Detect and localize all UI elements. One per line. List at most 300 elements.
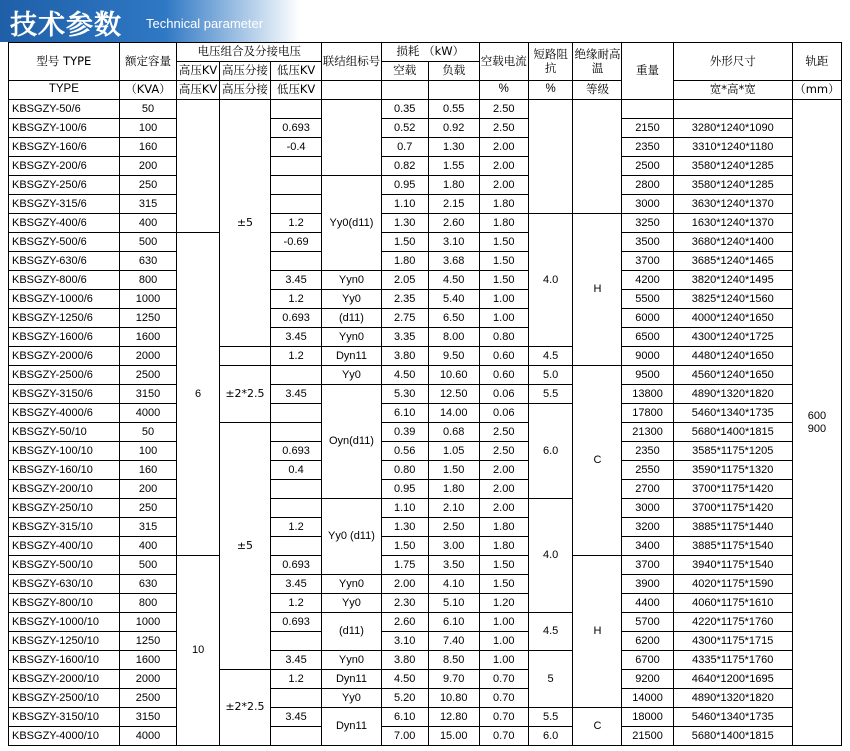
cell-lv: 0.693 <box>271 119 322 138</box>
cell-lv <box>271 480 322 499</box>
cell-loss-noload: 1.30 <box>381 214 428 233</box>
cell-dimension: 3630*1240*1370 <box>673 195 792 214</box>
cell-loss-load: 1.50 <box>428 461 479 480</box>
cell-connection: Yyn0 <box>322 328 382 347</box>
table-row <box>9 195 842 214</box>
cell-weight: 9000 <box>622 347 673 366</box>
cell-noload-current: 2.00 <box>479 157 528 176</box>
cell-loss-noload: 0.80 <box>381 461 428 480</box>
cell-impedance: 5.5 <box>528 385 573 404</box>
table-row <box>9 252 842 271</box>
cell-type: KBSGZY-630/6 <box>9 252 120 271</box>
cell-dimension: 3940*1175*1540 <box>673 556 792 575</box>
cell-loss-noload: 5.20 <box>381 689 428 708</box>
cell-capacity: 1000 <box>119 613 177 632</box>
cell-loss-noload: 1.75 <box>381 556 428 575</box>
cell-dimension: 3885*1175*1440 <box>673 518 792 537</box>
cell-noload-current: 0.80 <box>479 328 528 347</box>
cell-loss-load: 1.05 <box>428 442 479 461</box>
cell-dimension: 4335*1175*1760 <box>673 651 792 670</box>
cell-weight: 3500 <box>622 233 673 252</box>
cell-capacity: 4000 <box>119 727 177 746</box>
header-connection: 联结组标号 <box>322 43 382 81</box>
cell-dimension: 3680*1240*1400 <box>673 233 792 252</box>
header-type-sub: TYPE <box>9 81 120 100</box>
cell-lv: 1.2 <box>271 347 322 366</box>
cell-dimension: 3820*1240*1495 <box>673 271 792 290</box>
cell-loss-load: 3.00 <box>428 537 479 556</box>
cell-weight: 21300 <box>622 423 673 442</box>
cell-type: KBSGZY-800/10 <box>9 594 120 613</box>
table-row <box>9 385 842 404</box>
table-row <box>9 575 842 594</box>
cell-type: KBSGZY-250/10 <box>9 499 120 518</box>
cell-capacity: 250 <box>119 499 177 518</box>
cell-connection: Yy0 <box>322 689 382 708</box>
cell-dimension: 3310*1240*1180 <box>673 138 792 157</box>
header-capacity-unit: （KVA） <box>119 81 177 100</box>
header-gauge: 轨距 <box>792 43 841 81</box>
table-row <box>9 214 842 233</box>
cell-loss-load: 3.10 <box>428 233 479 252</box>
cell-noload-current: 2.50 <box>479 100 528 119</box>
cell-weight: 4200 <box>622 271 673 290</box>
cell-loss-load: 0.68 <box>428 423 479 442</box>
cell-noload-current: 1.20 <box>479 594 528 613</box>
cell-capacity: 800 <box>119 594 177 613</box>
page-banner <box>0 0 850 42</box>
cell-loss-load: 8.00 <box>428 328 479 347</box>
cell-loss-noload: 6.10 <box>381 708 428 727</box>
cell-capacity: 2500 <box>119 689 177 708</box>
cell-dimension: 3700*1175*1420 <box>673 480 792 499</box>
cell-weight: 2350 <box>622 138 673 157</box>
cell-type: KBSGZY-1600/6 <box>9 328 120 347</box>
cell-connection: Oyn(d11) <box>322 385 382 499</box>
cell-weight: 3250 <box>622 214 673 233</box>
cell-noload-current: 1.00 <box>479 613 528 632</box>
cell-weight: 14000 <box>622 689 673 708</box>
cell-impedance: 6.0 <box>528 727 573 746</box>
cell-loss-load: 2.60 <box>428 214 479 233</box>
cell-weight: 3000 <box>622 499 673 518</box>
cell-loss-load: 12.50 <box>428 385 479 404</box>
cell-weight: 17800 <box>622 404 673 423</box>
cell-noload-current: 0.70 <box>479 727 528 746</box>
cell-loss-load: 15.00 <box>428 727 479 746</box>
table-row <box>9 708 842 727</box>
cell-tap: ±2*2.5 <box>219 366 270 423</box>
cell-noload-current: 0.60 <box>479 347 528 366</box>
cell-weight: 6500 <box>622 328 673 347</box>
cell-noload-current: 1.00 <box>479 632 528 651</box>
cell-loss-noload: 3.35 <box>381 328 428 347</box>
cell-loss-noload: 0.82 <box>381 157 428 176</box>
cell-weight: 3700 <box>622 252 673 271</box>
cell-noload-current: 2.00 <box>479 480 528 499</box>
cell-weight: 2700 <box>622 480 673 499</box>
table-body <box>9 100 842 746</box>
header-gauge-unit: （mm） <box>792 81 841 100</box>
cell-type: KBSGZY-1250/6 <box>9 309 120 328</box>
cell-type: KBSGZY-3150/10 <box>9 708 120 727</box>
cell-noload-current: 1.80 <box>479 195 528 214</box>
header-loss-load: 负载 <box>428 62 479 81</box>
cell-weight: 2350 <box>622 442 673 461</box>
header-impedance-unit: % <box>528 81 573 100</box>
cell-dimension: 1630*1240*1370 <box>673 214 792 233</box>
cell-loss-noload: 0.95 <box>381 480 428 499</box>
cell-capacity: 3150 <box>119 385 177 404</box>
cell-type: KBSGZY-800/6 <box>9 271 120 290</box>
cell-weight: 2550 <box>622 461 673 480</box>
header-tap: 高压分接 <box>219 62 270 81</box>
cell-lv: 0.693 <box>271 309 322 328</box>
cell-dimension: 3280*1240*1090 <box>673 119 792 138</box>
cell-weight: 2150 <box>622 119 673 138</box>
cell-insulation: C <box>573 366 622 556</box>
cell-capacity: 1250 <box>119 309 177 328</box>
header-insulation: 绝缘耐高温 <box>573 43 622 81</box>
cell-type: KBSGZY-315/6 <box>9 195 120 214</box>
cell-dimension: 3825*1240*1560 <box>673 290 792 309</box>
cell-loss-noload: 3.80 <box>381 651 428 670</box>
header-impedance: 短路阻抗 <box>528 43 573 81</box>
cell-dimension: 3580*1240*1285 <box>673 157 792 176</box>
cell-noload-current: 2.00 <box>479 138 528 157</box>
cell-noload-current: 0.60 <box>479 366 528 385</box>
cell-capacity: 1600 <box>119 328 177 347</box>
cell-type: KBSGZY-4000/10 <box>9 727 120 746</box>
cell-noload-current: 1.80 <box>479 518 528 537</box>
cell-impedance: 4.5 <box>528 613 573 651</box>
cell-hv: 10 <box>177 556 220 746</box>
cell-noload-current: 2.50 <box>479 442 528 461</box>
cell-type: KBSGZY-315/10 <box>9 518 120 537</box>
cell-weight: 3700 <box>622 556 673 575</box>
cell-dimension: 4890*1320*1820 <box>673 385 792 404</box>
cell-lv: 3.45 <box>271 708 322 727</box>
cell-dimension: 3590*1175*1320 <box>673 461 792 480</box>
cell-dimension: 3885*1175*1540 <box>673 537 792 556</box>
table-row <box>9 442 842 461</box>
cell-weight: 21500 <box>622 727 673 746</box>
cell-tap: ±2*2.5 <box>219 670 270 746</box>
cell-type: KBSGZY-4000/6 <box>9 404 120 423</box>
cell-capacity: 100 <box>119 119 177 138</box>
table-row <box>9 537 842 556</box>
cell-capacity: 500 <box>119 233 177 252</box>
table-row <box>9 556 842 575</box>
cell-loss-noload: 1.10 <box>381 195 428 214</box>
cell-lv: 3.45 <box>271 651 322 670</box>
cell-noload-current: 1.80 <box>479 214 528 233</box>
cell-lv <box>271 252 322 271</box>
cell-loss-load: 10.80 <box>428 689 479 708</box>
table-row <box>9 309 842 328</box>
cell-dimension: 4220*1175*1760 <box>673 613 792 632</box>
cell-dimension: 5460*1340*1735 <box>673 708 792 727</box>
header-loss-noload: 空载 <box>381 62 428 81</box>
cell-connection: (d11) <box>322 309 382 328</box>
cell-weight: 3400 <box>622 537 673 556</box>
cell-weight: 2500 <box>622 157 673 176</box>
cell-capacity: 4000 <box>119 404 177 423</box>
header-voltage-group: 电压组合及分接电压 <box>177 43 322 62</box>
cell-noload-current: 1.50 <box>479 233 528 252</box>
cell-type: KBSGZY-500/6 <box>9 233 120 252</box>
cell-lv: 1.2 <box>271 290 322 309</box>
cell-connection: Yy0 <box>322 366 382 385</box>
header-lv: 低压KV <box>271 62 322 81</box>
cell-loss-noload: 0.52 <box>381 119 428 138</box>
cell-noload-current: 1.00 <box>479 651 528 670</box>
cell-loss-load: 9.70 <box>428 670 479 689</box>
cell-loss-noload: 1.10 <box>381 499 428 518</box>
cell-type: KBSGZY-200/6 <box>9 157 120 176</box>
cell-impedance: 4.0 <box>528 214 573 347</box>
cell-loss-load: 4.50 <box>428 271 479 290</box>
cell-loss-noload: 1.80 <box>381 252 428 271</box>
cell-dimension: 5680*1400*1815 <box>673 423 792 442</box>
cell-capacity: 250 <box>119 176 177 195</box>
cell-capacity: 100 <box>119 442 177 461</box>
cell-type: KBSGZY-2500/6 <box>9 366 120 385</box>
cell-type: KBSGZY-2000/6 <box>9 347 120 366</box>
cell-capacity: 50 <box>119 423 177 442</box>
cell-noload-current: 1.50 <box>479 575 528 594</box>
header-tap-sub: 高压分接 <box>219 81 270 100</box>
header-weight: 重量 <box>622 43 673 100</box>
cell-dimension: 3585*1175*1205 <box>673 442 792 461</box>
cell-lv <box>271 404 322 423</box>
cell-loss-noload: 2.60 <box>381 613 428 632</box>
cell-noload-current: 0.06 <box>479 404 528 423</box>
cell-capacity: 160 <box>119 138 177 157</box>
cell-lv <box>271 632 322 651</box>
cell-loss-noload: 1.50 <box>381 537 428 556</box>
cell-type: KBSGZY-500/10 <box>9 556 120 575</box>
cell-capacity: 2000 <box>119 670 177 689</box>
cell-capacity: 500 <box>119 556 177 575</box>
header-insulation-unit: 等级 <box>573 81 622 100</box>
table-row <box>9 727 842 746</box>
cell-loss-load: 1.55 <box>428 157 479 176</box>
cell-loss-noload: 2.30 <box>381 594 428 613</box>
cell-noload-current: 1.50 <box>479 556 528 575</box>
header-type: 型号 TYPE <box>9 43 120 81</box>
cell-loss-noload: 0.39 <box>381 423 428 442</box>
cell-weight: 9200 <box>622 670 673 689</box>
cell-type: KBSGZY-250/6 <box>9 176 120 195</box>
cell-lv <box>271 366 322 385</box>
cell-loss-load: 5.10 <box>428 594 479 613</box>
cell-dimension: 5460*1340*1735 <box>673 404 792 423</box>
cell-connection: Yyn0 <box>322 271 382 290</box>
cell-dimension: 5680*1400*1815 <box>673 727 792 746</box>
technical-parameter-table <box>8 42 842 746</box>
cell-noload-current: 0.06 <box>479 385 528 404</box>
cell-type: KBSGZY-100/10 <box>9 442 120 461</box>
cell-noload-current: 1.50 <box>479 252 528 271</box>
cell-noload-current: 2.00 <box>479 461 528 480</box>
cell-hv <box>177 100 220 233</box>
header-lv-sub: 低压KV <box>271 81 322 100</box>
cell-lv: 0.4 <box>271 461 322 480</box>
cell-insulation <box>573 100 622 214</box>
header-loss-load-sub <box>428 81 479 100</box>
banner-title-en: Technical parameter <box>146 16 264 31</box>
cell-type: KBSGZY-1000/6 <box>9 290 120 309</box>
cell-lv <box>271 157 322 176</box>
cell-weight: 3200 <box>622 518 673 537</box>
header-noload-current: 空载电流 <box>479 43 528 81</box>
cell-loss-load: 3.50 <box>428 556 479 575</box>
cell-lv: 1.2 <box>271 670 322 689</box>
cell-impedance: 6.0 <box>528 404 573 499</box>
cell-loss-noload: 2.75 <box>381 309 428 328</box>
cell-loss-noload: 4.50 <box>381 670 428 689</box>
cell-loss-noload: 0.95 <box>381 176 428 195</box>
cell-tap <box>219 347 270 366</box>
header-row-1 <box>9 43 842 62</box>
cell-loss-load: 5.40 <box>428 290 479 309</box>
cell-type: KBSGZY-200/10 <box>9 480 120 499</box>
cell-lv: 0.693 <box>271 442 322 461</box>
table-row <box>9 689 842 708</box>
cell-type: KBSGZY-400/6 <box>9 214 120 233</box>
cell-type: KBSGZY-2000/10 <box>9 670 120 689</box>
cell-connection: Yy0(d11) <box>322 176 382 271</box>
cell-connection: (d11) <box>322 613 382 651</box>
cell-loss-load: 1.80 <box>428 176 479 195</box>
cell-lv: 0.693 <box>271 556 322 575</box>
cell-capacity: 315 <box>119 195 177 214</box>
cell-capacity: 2000 <box>119 347 177 366</box>
table-row <box>9 157 842 176</box>
cell-lv <box>271 689 322 708</box>
cell-lv <box>271 423 322 442</box>
cell-weight: 13800 <box>622 385 673 404</box>
cell-impedance: 4.5 <box>528 347 573 366</box>
header-noload-current-unit: % <box>479 81 528 100</box>
cell-weight: 6700 <box>622 651 673 670</box>
cell-gauge: 600 900 <box>792 100 841 746</box>
cell-capacity: 630 <box>119 252 177 271</box>
table-row <box>9 594 842 613</box>
cell-noload-current: 2.50 <box>479 423 528 442</box>
cell-weight: 2800 <box>622 176 673 195</box>
cell-connection: Yyn0 <box>322 651 382 670</box>
cell-loss-load: 8.50 <box>428 651 479 670</box>
cell-capacity: 2500 <box>119 366 177 385</box>
cell-connection: Yyn0 <box>322 575 382 594</box>
cell-capacity: 1000 <box>119 290 177 309</box>
cell-insulation: C <box>573 708 622 746</box>
table-row <box>9 100 842 119</box>
cell-lv: -0.69 <box>271 233 322 252</box>
table-row <box>9 480 842 499</box>
cell-impedance: 5 <box>528 651 573 708</box>
cell-loss-noload: 0.7 <box>381 138 428 157</box>
cell-noload-current: 2.00 <box>479 176 528 195</box>
cell-weight: 3900 <box>622 575 673 594</box>
table-row <box>9 119 842 138</box>
cell-type: KBSGZY-160/6 <box>9 138 120 157</box>
cell-lv <box>271 499 322 518</box>
header-connection-sub <box>322 81 382 100</box>
cell-type: KBSGZY-100/6 <box>9 119 120 138</box>
cell-loss-noload: 0.35 <box>381 100 428 119</box>
table-row <box>9 518 842 537</box>
cell-capacity: 630 <box>119 575 177 594</box>
cell-type: KBSGZY-630/10 <box>9 575 120 594</box>
table-row <box>9 632 842 651</box>
cell-loss-load: 10.60 <box>428 366 479 385</box>
cell-lv <box>271 537 322 556</box>
table-row <box>9 233 842 252</box>
cell-dimension <box>673 100 792 119</box>
cell-dimension: 4300*1175*1715 <box>673 632 792 651</box>
cell-insulation: H <box>573 556 622 708</box>
cell-noload-current: 1.00 <box>479 309 528 328</box>
cell-lv <box>271 100 322 119</box>
cell-capacity: 3150 <box>119 708 177 727</box>
cell-type: KBSGZY-3150/6 <box>9 385 120 404</box>
banner-title-cn: 技术参数 <box>10 10 122 41</box>
cell-loss-noload: 1.30 <box>381 518 428 537</box>
table-header <box>9 43 842 100</box>
cell-loss-load: 12.80 <box>428 708 479 727</box>
cell-weight: 5700 <box>622 613 673 632</box>
header-row-3 <box>9 81 842 100</box>
cell-type: KBSGZY-160/10 <box>9 461 120 480</box>
cell-loss-noload: 1.50 <box>381 233 428 252</box>
cell-type: KBSGZY-400/10 <box>9 537 120 556</box>
cell-loss-load: 3.68 <box>428 252 479 271</box>
cell-noload-current: 1.00 <box>479 290 528 309</box>
cell-capacity: 400 <box>119 537 177 556</box>
cell-dimension: 3700*1175*1420 <box>673 499 792 518</box>
cell-loss-load: 14.00 <box>428 404 479 423</box>
cell-loss-noload: 0.56 <box>381 442 428 461</box>
header-loss-noload-sub <box>381 81 428 100</box>
cell-impedance: 5.0 <box>528 366 573 385</box>
cell-lv <box>271 727 322 746</box>
cell-connection: Dyn11 <box>322 347 382 366</box>
cell-dimension: 3685*1240*1465 <box>673 252 792 271</box>
cell-lv: 3.45 <box>271 385 322 404</box>
cell-capacity: 50 <box>119 100 177 119</box>
cell-loss-load: 2.50 <box>428 518 479 537</box>
cell-connection: Dyn11 <box>322 708 382 746</box>
cell-capacity: 800 <box>119 271 177 290</box>
cell-lv: 1.2 <box>271 214 322 233</box>
cell-loss-noload: 6.10 <box>381 404 428 423</box>
cell-lv: 3.45 <box>271 328 322 347</box>
cell-dimension: 4640*1200*1695 <box>673 670 792 689</box>
header-dimension-sub: 宽*高*宽 <box>673 81 792 100</box>
cell-tap: ±5 <box>219 423 270 670</box>
cell-noload-current: 2.00 <box>479 499 528 518</box>
cell-loss-noload: 4.50 <box>381 366 428 385</box>
cell-impedance: 4.0 <box>528 499 573 613</box>
cell-type: KBSGZY-2500/10 <box>9 689 120 708</box>
table-row <box>9 651 842 670</box>
header-capacity: 额定容量 <box>119 43 177 81</box>
cell-dimension: 4890*1320*1820 <box>673 689 792 708</box>
header-hv-sub: 高压KV <box>177 81 220 100</box>
